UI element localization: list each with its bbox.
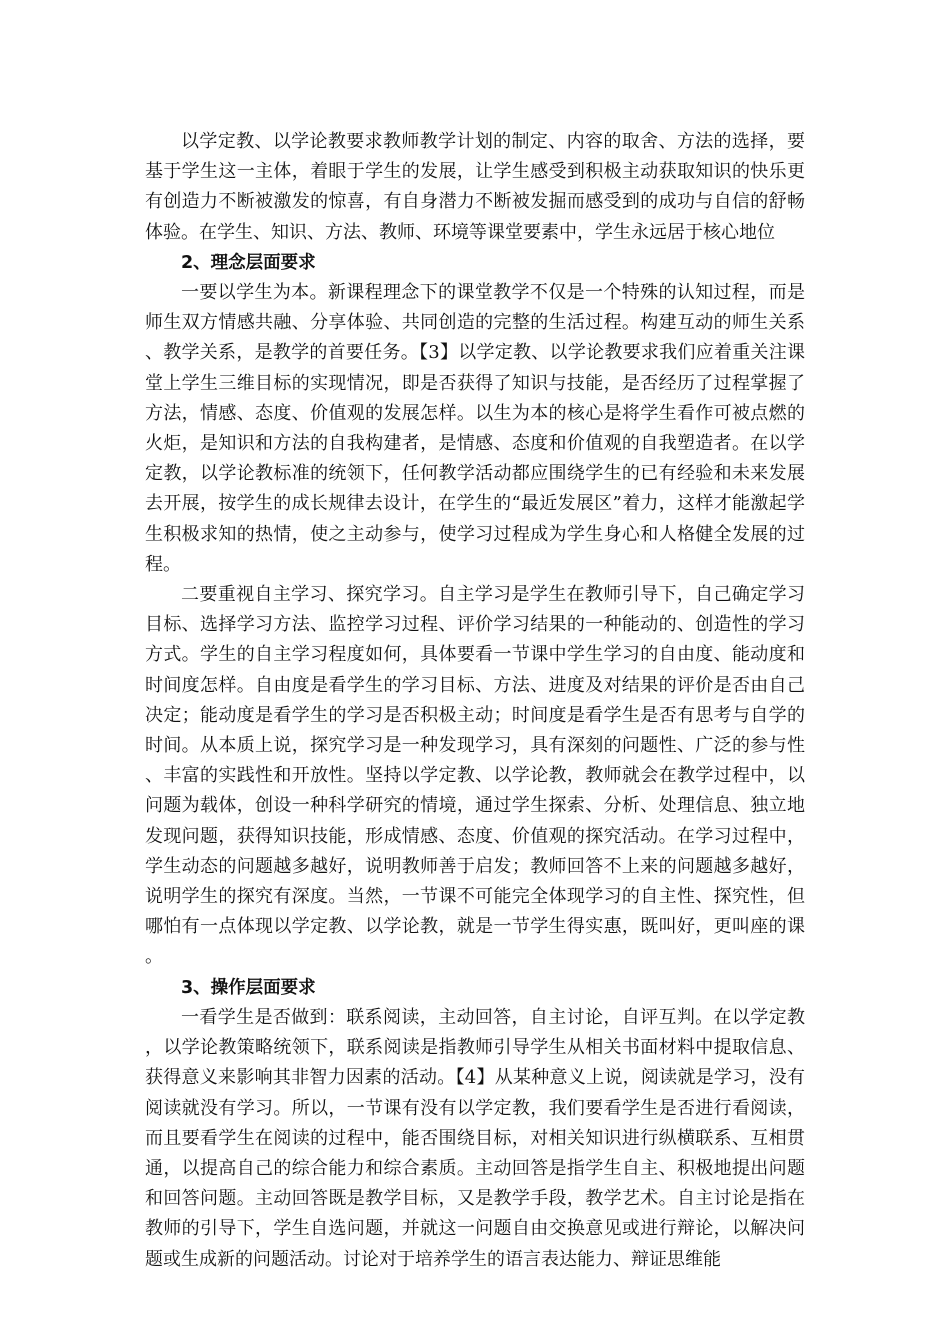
paragraph-autonomous-learning: 二要重视自主学习、探究学习。自主学习是学生在教师引导下，自己确定学习目标、选择学习方法、监控学习过程、评价学习结果的一种能动的、创造性的学习方式。学生的自主学习程度如何，具体要看一节课中学生学习的自由度、能动度和时间度怎样。自由度是看学生的学习目标、方法、进度及对结果的评价是否由自己决定；能动度是看学生的学习是否积极主动；时间度是看学生是否有思考与自学的时间。从本质上说，探究学习是一种发现学习，具有深刻的问题性、广泛的参与性、丰富的实践性和开放性。坚持以学定教、以学论教，教师就会在教学过程中，以问题为载体，创设一种科学研究的情境，通过学生探索、分析、处理信息、独立地发现问题，获得知识技能，形成情感、态度、价值观的探究活动。在学习过程中，学生动态的问题越多越好，说明教师善于启发；教师回答不上来的问题越多越好，说明学生的探究有深度。当然，一节课不可能完全体现学习的自主性、探究性，但哪怕有一点体现以学定教、以学论教，就是一节学生得实惠，既叫好，更叫座的课。 [145, 584, 805, 968]
heading-operation-requirements: 3、操作层面要求 [181, 977, 316, 998]
heading-concept-requirements: 2、理念层面要求 [181, 252, 316, 273]
paragraph-student-oriented: 一要以学生为本。新课程理念下的课堂教学不仅是一个特殊的认知过程，而是师生双方情感共融、分享体验、共同创造的完整的生活过程。构建互动的师生关系、教学关系，是教学的首要任务。【3】以学定教、以学论教要求我们应着重关注课堂上学生三维目标的实现情况，即是否获得了知识与技能，是否经历了过程掌握了方法，情感、态度、价值观的发展怎样。以生为本的核心是将学生看作可被点燃的火炬，是知识和方法的自我构建者，是情感、态度和价值观的自我塑造者。在以学定教，以学论教标准的统领下，任何教学活动都应围绕学生的已有经验和未来发展去开展，按学生的成长规律去设计，在学生的“最近发展区”着力，这样才能激起学生积极求知的热情，使之主动参与，使学习过程成为学生身心和人格健全发展的过程。 [145, 282, 805, 575]
paragraph-operation-details: 一看学生是否做到：联系阅读，主动回答，自主讨论，自评互判。在以学定教，以学论教策略统领下，联系阅读是指教师引导学生从相关书面材料中提取信息、获得意义来影响其非智力因素的活动。【4】从某种意义上说，阅读就是学习，没有阅读就没有学习。所以，一节课有没有以学定教，我们要看学生是否进行看阅读，而且要看学生在阅读的过程中，能否围绕目标，对相关知识进行纵横联系、互相贯通，以提高自己的综合能力和综合素质。主动回答是指学生自主、积极地提出问题和回答问题。主动回答既是教学目标，又是教学手段，教学艺术。自主讨论是指在教师的引导下，学生自选问题，并就这一问题自由交换意见或进行辩论，以解决问题或生成新的问题活动。讨论对于培养学生的语言表达能力、辩证思维能 [145, 1006, 805, 1270]
paragraph-student-centered: 以学定教、以学论教要求教师教学计划的制定、内容的取舍、方法的选择，要基于学生这一主体，着眼于学生的发展，让学生感受到积极主动获取知识的快乐更有创造力不断被激发的惊喜，有自身潜力不断被发掘而感受到的成功与自信的舒畅体验。在学生、知识、方法、教师、环境等课堂要素中，学生永远居于核心地位 [145, 131, 805, 243]
document-page [145, 127, 805, 1275]
